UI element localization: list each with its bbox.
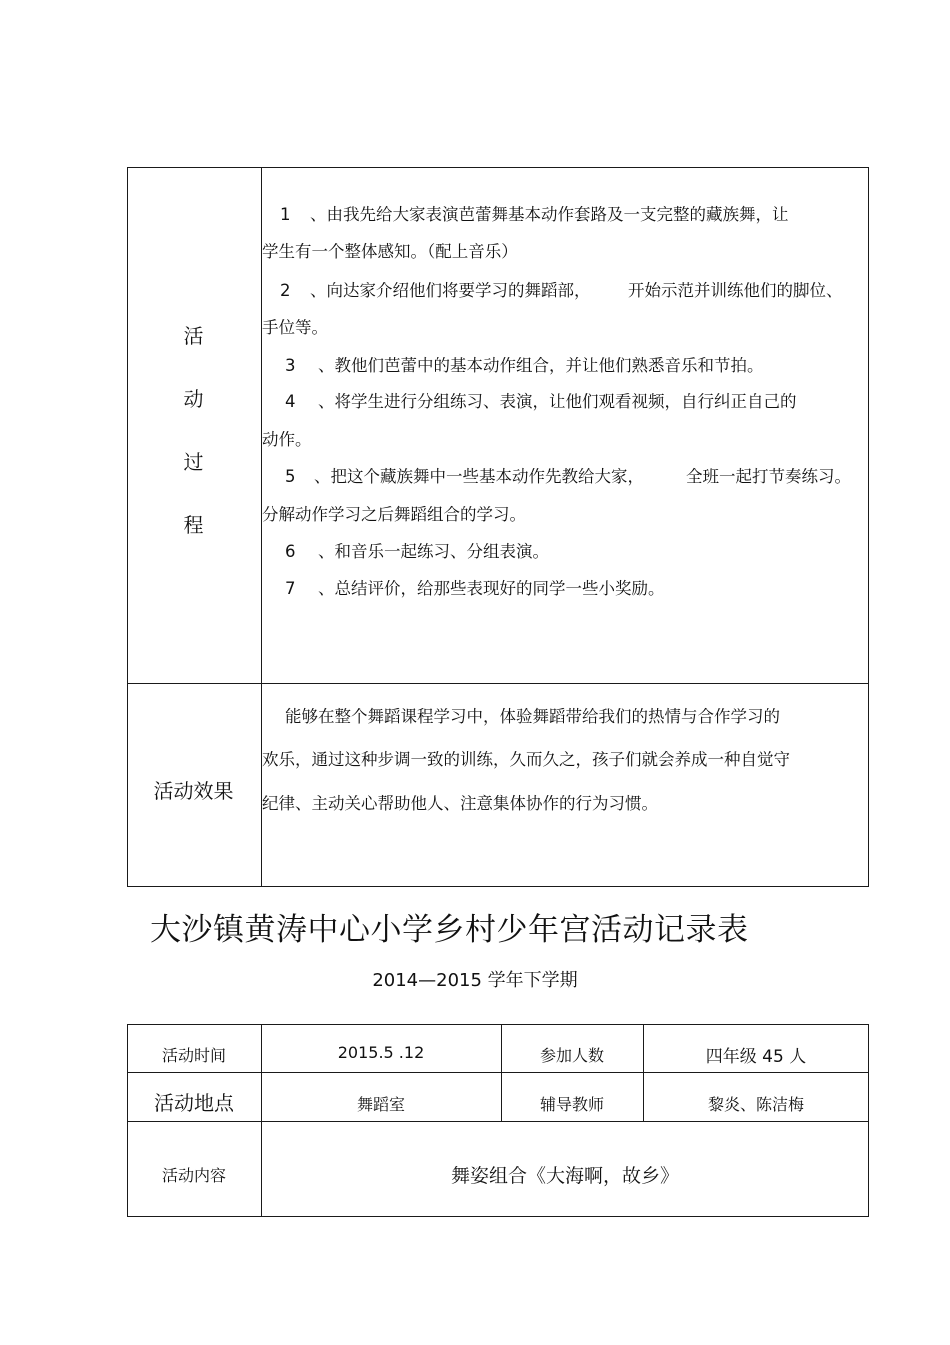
step-number: 2 [280, 281, 291, 300]
teacher-value: 黎炎、陈洁梅 [707, 1095, 804, 1114]
step-number: 1 [280, 205, 291, 224]
place-label: 活动地点 [154, 1091, 234, 1115]
time-label: 活动时间 [161, 1046, 226, 1065]
step-number: 6 [285, 542, 296, 561]
time-value: 2015.5 .12 [337, 1043, 425, 1062]
effect-label: 活动效果 [153, 779, 234, 803]
step-text: 手位等。 [262, 318, 328, 337]
effect-text-line-3: 纪律、主动关心帮助他人、注意集体协作的行为习惯。 [262, 794, 658, 813]
record-row-divider [127, 1072, 869, 1073]
document-subtitle: 2014—2015 学年下学期 [372, 970, 578, 991]
step-number: 5 [285, 467, 296, 486]
top-table-divider-vertical [261, 167, 262, 887]
step-text: 分解动作学习之后舞蹈组合的学习。 [262, 505, 526, 524]
place-value: 舞蹈室 [356, 1095, 405, 1114]
step-number: 7 [285, 579, 296, 598]
step-text: 、由我先给大家表演芭蕾舞基本动作套路及一支完整的藏族舞，让 [310, 205, 789, 224]
process-label-char-2: 动 [183, 387, 204, 411]
top-table-divider-horizontal [127, 683, 869, 684]
step-text: 、向达家介绍他们将要学习的舞蹈部， [310, 281, 591, 300]
record-row-divider [127, 1121, 869, 1122]
process-label-char-4: 程 [183, 513, 204, 537]
effect-text-line-2: 欢乐，通过这种步调一致的训练，久而久之，孩子们就会养成一种自觉守 [262, 750, 790, 769]
step-number: 3 [285, 356, 296, 375]
document-title: 大沙镇黄涛中心小学乡村少年宫活动记录表 [150, 912, 749, 948]
step-text: 动作。 [262, 430, 312, 449]
step-text: 、总结评价，给那些表现好的同学一些小奖励。 [318, 579, 665, 598]
step-text: 开始示范并训练他们的脚位、 [628, 281, 843, 300]
step-text: 、将学生进行分组练习、表演，让他们观看视频，自行纠正自己的 [318, 392, 797, 411]
effect-text-line-1: 能够在整个舞蹈课程学习中，体验舞蹈带给我们的热情与合作学习的 [285, 707, 780, 726]
step-text: 学生有一个整体感知。（配上音乐） [262, 242, 518, 261]
count-label: 参加人数 [539, 1046, 604, 1065]
step-text: 、和音乐一起练习、分组表演。 [318, 542, 549, 561]
count-value: 四年级 45 人 [705, 1047, 807, 1067]
content-label: 活动内容 [161, 1166, 226, 1185]
step-number: 4 [285, 392, 296, 411]
teacher-label: 辅导教师 [539, 1095, 604, 1114]
content-value: 舞姿组合《大海啊，故乡》 [450, 1165, 679, 1187]
step-text: 、教他们芭蕾中的基本动作组合，并让他们熟悉音乐和节拍。 [318, 356, 764, 375]
process-label-char-1: 活 [183, 324, 204, 348]
process-label-char-3: 过 [183, 450, 204, 474]
step-text: 全班一起打节奏练习。 [686, 467, 851, 486]
step-text: 、把这个藏族舞中一些基本动作先教给大家， [314, 467, 644, 486]
